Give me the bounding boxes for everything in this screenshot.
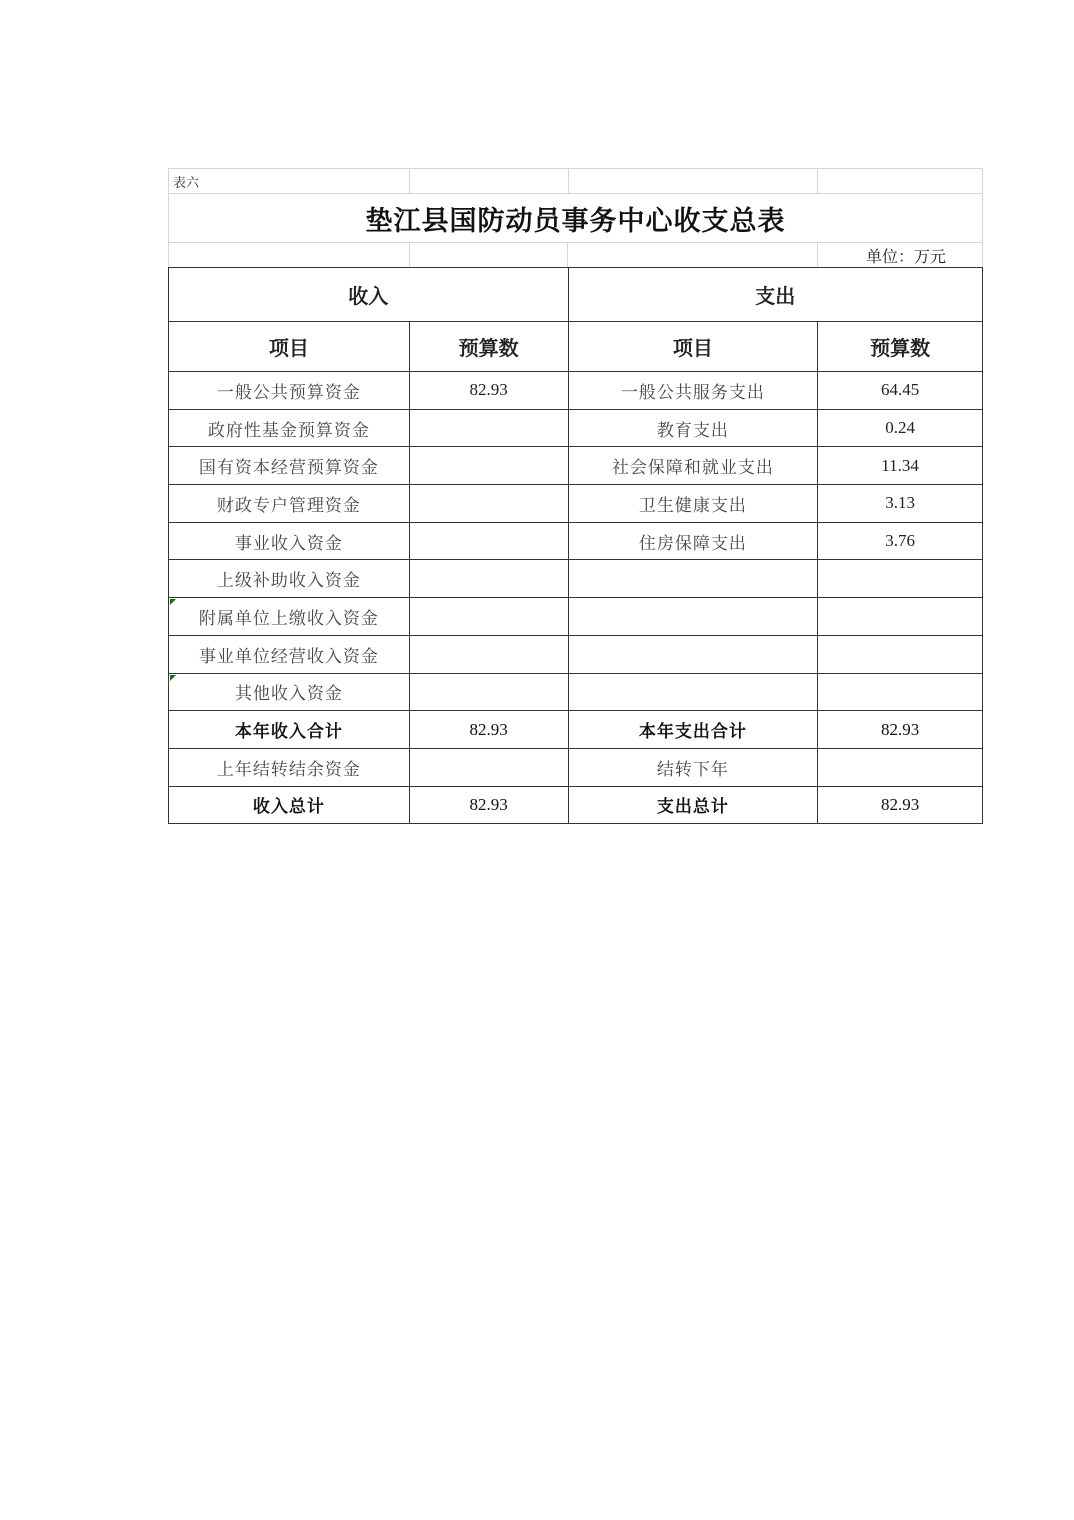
expense-budget [818,749,983,787]
expense-budget [818,636,983,674]
income-item: 事业收入资金 [169,523,410,561]
income-budget [410,560,569,598]
expense-budget: 0.24 [818,410,983,448]
income-budget: 82.93 [410,372,569,410]
page-title: 垫江县国防动员事务中心收支总表 [365,205,786,237]
income-budget-header: 预算数 [410,322,569,372]
budget-sheet [168,168,983,824]
title-row [168,193,983,242]
expense-item [569,560,819,598]
income-item: 政府性基金预算资金 [169,410,410,448]
income-item: 收入总计 [169,787,410,825]
income-item: 本年收入合计 [169,711,410,749]
expense-budget: 3.76 [818,523,983,561]
expense-item: 社会保障和就业支出 [569,447,819,485]
table-row [169,560,983,598]
income-budget: 82.93 [410,787,569,825]
expense-budget: 3.13 [818,485,983,523]
expense-item [569,598,819,636]
income-item-header: 项目 [169,322,410,372]
empty-cell [569,168,819,193]
expense-item: 结转下年 [569,749,819,787]
income-budget [410,674,569,712]
income-item: 附属单位上缴收入资金 [169,598,410,636]
empty-cell [410,242,569,267]
income-item: 国有资本经营预算资金 [169,447,410,485]
expense-item: 支出总计 [569,787,819,825]
expense-item: 教育支出 [569,410,819,448]
expense-section-header: 支出 [569,268,983,322]
expense-budget [818,560,983,598]
expense-item [569,674,819,712]
table-row [169,523,983,561]
table-row [169,598,983,636]
table-row [169,372,983,410]
unit-row [168,242,983,267]
table-row [169,485,983,523]
table-row [169,447,983,485]
income-budget [410,523,569,561]
expense-budget: 82.93 [818,711,983,749]
income-item: 上级补助收入资金 [169,560,410,598]
income-item: 一般公共预算资金 [169,372,410,410]
table-label: 表六 [169,168,410,193]
expense-budget: 64.45 [818,372,983,410]
expense-budget: 82.93 [818,787,983,825]
empty-cell [169,242,410,267]
unit-label: 单位：万元 [818,242,983,267]
income-budget [410,410,569,448]
column-header-row [169,322,983,372]
income-budget [410,749,569,787]
table-row [169,674,983,712]
expense-item: 一般公共服务支出 [569,372,819,410]
empty-cell [410,168,569,193]
expense-budget: 11.34 [818,447,983,485]
income-budget: 82.93 [410,711,569,749]
income-budget [410,447,569,485]
cell-marker-icon [170,675,176,681]
table-row [169,749,983,787]
income-item: 财政专户管理资金 [169,485,410,523]
expense-budget [818,674,983,712]
income-section-header: 收入 [169,268,569,322]
income-item: 事业单位经营收入资金 [169,636,410,674]
expense-item [569,636,819,674]
income-budget [410,485,569,523]
income-item: 其他收入资金 [169,674,410,712]
expense-item: 卫生健康支出 [569,485,819,523]
expense-item: 本年支出合计 [569,711,819,749]
cell-marker-icon [170,599,176,605]
subtotal-row [169,711,983,749]
empty-cell [568,242,818,267]
income-item: 上年结转结余资金 [169,749,410,787]
expense-budget-header: 预算数 [818,322,983,372]
expense-item: 住房保障支出 [569,523,819,561]
total-row [169,787,983,825]
income-budget [410,636,569,674]
expense-item-header: 项目 [569,322,819,372]
income-budget [410,598,569,636]
expense-budget [818,598,983,636]
budget-table [168,267,983,824]
table-row [169,636,983,674]
empty-cell [818,168,983,193]
section-header-row [169,268,983,322]
table-label-row [168,168,983,193]
table-row [169,410,983,448]
